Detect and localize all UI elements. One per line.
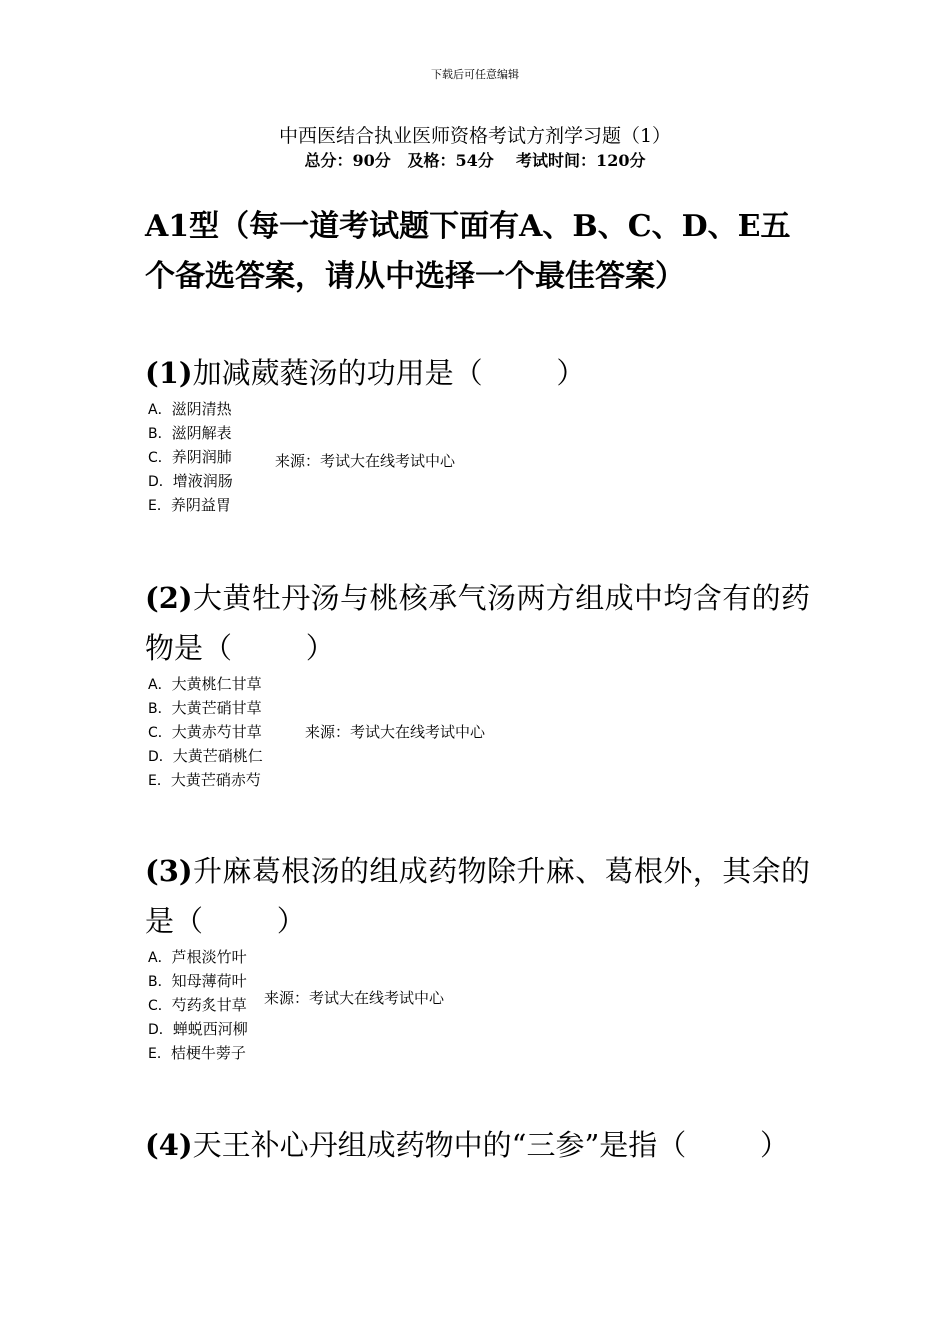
option-text: 大黄芒硝桃仁 — [172, 747, 263, 765]
question-number: (1) — [145, 356, 193, 390]
option-b — [148, 696, 448, 720]
option-a — [148, 672, 448, 696]
question-1 — [145, 348, 810, 398]
option-text: 大黄赤芍甘草 — [171, 723, 262, 741]
source-note: 来源：考试大在线考试中心 — [275, 452, 456, 470]
question-3 — [145, 846, 810, 946]
option-letter: D． — [148, 474, 173, 490]
option-text: 滋阴清热 — [171, 400, 232, 418]
source-note: 来源：考试大在线考试中心 — [264, 989, 445, 1007]
option-text: 芍药炙甘草 — [171, 996, 247, 1014]
option-e — [148, 1041, 448, 1065]
question-text: 天王补心丹组成药物中的“三参”是指（ ） — [192, 1128, 790, 1162]
option-text: 蝉蜕西河柳 — [172, 1020, 248, 1038]
option-text: 芦根淡竹叶 — [171, 948, 247, 966]
option-letter: A． — [148, 950, 172, 966]
option-e — [148, 768, 448, 792]
question-number: (2) — [145, 581, 193, 615]
option-letter: B． — [148, 701, 172, 717]
option-d — [148, 469, 448, 493]
question-2 — [145, 573, 810, 673]
question-text: 加减葳蕤汤的功用是（ ） — [192, 356, 586, 390]
option-text: 大黄芒硝赤芍 — [170, 771, 261, 789]
question-number: (4) — [145, 1128, 193, 1162]
option-text: 养阴益胃 — [170, 496, 231, 514]
option-text: 桔梗牛蒡子 — [170, 1044, 246, 1062]
option-text: 大黄芒硝甘草 — [171, 699, 262, 717]
option-letter: C． — [148, 725, 172, 741]
option-letter: D． — [148, 1022, 173, 1038]
question-number: (3) — [145, 854, 193, 888]
option-a — [148, 945, 448, 969]
option-text: 大黄桃仁甘草 — [171, 675, 262, 693]
document-title: 中西医结合执业医师资格考试方剂学习题（1） — [278, 125, 672, 147]
document-subtitle: 总分：90分 及格：54分 考试时间：120分 — [304, 151, 646, 170]
option-letter: B． — [148, 974, 172, 990]
source-note: 来源：考试大在线考试中心 — [305, 723, 486, 741]
section-heading: A1型（每一道考试题下面有A、B、C、D、E五个备选答案，请从中选择一个最佳答案） — [145, 209, 791, 294]
option-d — [148, 744, 448, 768]
option-letter: D． — [148, 749, 173, 765]
question-4 — [145, 1120, 810, 1170]
option-text: 增液润肠 — [172, 472, 233, 490]
header-note: 下载后可任意编辑 — [431, 68, 519, 81]
option-text: 滋阴解表 — [171, 424, 232, 442]
option-letter: E． — [148, 773, 171, 789]
option-text: 知母薄荷叶 — [171, 972, 247, 990]
option-d — [148, 1017, 448, 1041]
question-text: 大黄牡丹汤与桃核承气汤两方组成中均含有的药物是（ ） — [145, 581, 810, 665]
option-b — [148, 421, 448, 445]
question-text: 升麻葛根汤的组成药物除升麻、葛根外，其余的是（ ） — [145, 854, 810, 938]
option-letter: A． — [148, 677, 172, 693]
option-text: 养阴润肺 — [171, 448, 232, 466]
option-letter: C． — [148, 450, 172, 466]
option-letter: B． — [148, 426, 172, 442]
option-a — [148, 397, 448, 421]
option-e — [148, 493, 448, 517]
option-letter: E． — [148, 498, 171, 514]
option-letter: A． — [148, 402, 172, 418]
option-letter: E． — [148, 1046, 171, 1062]
option-letter: C． — [148, 998, 172, 1014]
